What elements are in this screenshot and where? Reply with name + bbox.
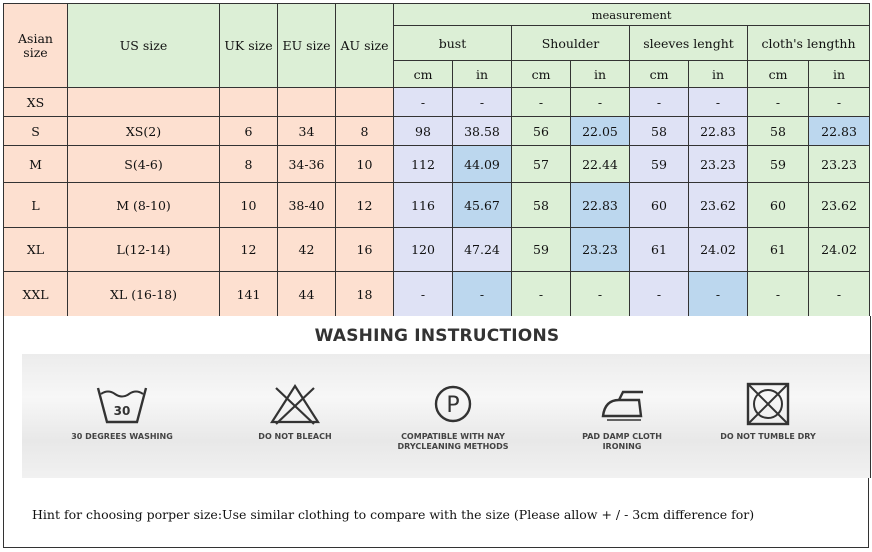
shoulder-in-cell: - <box>571 88 630 117</box>
table-row <box>4 272 870 317</box>
shoulder-in-cell: 22.05 <box>571 117 630 146</box>
unit-shoulder-cm: cm <box>512 61 571 88</box>
sleeves-in-cell: 23.23 <box>689 146 748 183</box>
dry-clean-p-icon <box>426 382 480 426</box>
sleeves-in-cell: 24.02 <box>689 228 748 272</box>
sleeves-in-cell: 22.83 <box>689 117 748 146</box>
wash-label-dry-clean: COMPATIBLE WITH NAY DRYCLEANING METHODS <box>397 432 509 451</box>
us-size-cell: XL (16-18) <box>68 272 220 317</box>
au-size-cell: 18 <box>336 272 394 317</box>
shoulder-cm-cell: 56 <box>512 117 571 146</box>
hint-box <box>3 478 869 548</box>
shoulder-cm-cell: - <box>512 88 571 117</box>
unit-bust-in: in <box>453 61 512 88</box>
bust-cm-cell: 112 <box>394 146 453 183</box>
dry-clean-symbol: P <box>446 393 460 418</box>
washing-icons-band <box>22 354 870 478</box>
bust-in-cell: - <box>453 272 512 317</box>
au-size-cell: 12 <box>336 183 394 228</box>
cloth-cm-cell: 61 <box>748 228 809 272</box>
wash-temp-symbol: 30 <box>113 404 131 418</box>
wash-item-30-degrees <box>42 382 202 442</box>
cloth-in-cell: 23.23 <box>809 146 870 183</box>
uk-size-cell: 10 <box>220 183 278 228</box>
us-size-cell: M (8-10) <box>68 183 220 228</box>
eu-size-cell: 34-36 <box>278 146 336 183</box>
bust-cm-cell: 120 <box>394 228 453 272</box>
washing-instructions-panel <box>3 316 871 478</box>
asian-size-cell: XXL <box>4 272 68 317</box>
bust-in-cell: 44.09 <box>453 146 512 183</box>
wash-label-no-tumble-dry: DO NOT TUMBLE DRY <box>720 432 816 441</box>
header-us-size: US size <box>68 4 220 88</box>
cloth-in-cell: - <box>809 88 870 117</box>
table-row <box>4 183 870 228</box>
cloth-in-cell: 23.62 <box>809 183 870 228</box>
asian-size-cell: XL <box>4 228 68 272</box>
wash-item-ironing <box>542 382 702 452</box>
sleeves-cm-cell: 61 <box>630 228 689 272</box>
wash-label-ironing: PAD DAMP CLOTH IRONING <box>582 432 662 451</box>
sleeves-cm-cell: 60 <box>630 183 689 228</box>
shoulder-in-cell: - <box>571 272 630 317</box>
cloth-cm-cell: 58 <box>748 117 809 146</box>
eu-size-cell: 42 <box>278 228 336 272</box>
no-tumble-dry-icon <box>741 382 795 426</box>
sleeves-cm-cell: - <box>630 88 689 117</box>
bust-in-cell: - <box>453 88 512 117</box>
shoulder-cm-cell: 59 <box>512 228 571 272</box>
asian-size-cell: S <box>4 117 68 146</box>
unit-cloth-cm: cm <box>748 61 809 88</box>
eu-size-cell: 44 <box>278 272 336 317</box>
bust-cm-cell: 98 <box>394 117 453 146</box>
cloth-cm-cell: - <box>748 272 809 317</box>
us-size-cell: S(4-6) <box>68 146 220 183</box>
asian-size-cell: M <box>4 146 68 183</box>
unit-sleeves-in: in <box>689 61 748 88</box>
eu-size-cell <box>278 88 336 117</box>
iron-icon <box>595 382 649 426</box>
shoulder-cm-cell: 57 <box>512 146 571 183</box>
bust-in-cell: 38.58 <box>453 117 512 146</box>
hint-text: Hint for choosing porper size:Use similar clothing to compare with the size (Please allow + / - 3cm difference for) <box>32 507 755 522</box>
wash-30-icon <box>95 382 149 426</box>
header-shoulder: Shoulder <box>512 26 630 61</box>
sleeves-cm-cell: 58 <box>630 117 689 146</box>
eu-size-cell: 38-40 <box>278 183 336 228</box>
bust-cm-cell: - <box>394 272 453 317</box>
cloth-in-cell: - <box>809 272 870 317</box>
sleeves-in-cell: - <box>689 272 748 317</box>
wash-item-dry-clean <box>373 382 533 452</box>
au-size-cell: 16 <box>336 228 394 272</box>
header-measurement: measurement <box>394 4 870 26</box>
unit-bust-cm: cm <box>394 61 453 88</box>
asian-size-cell: XS <box>4 88 68 117</box>
eu-size-cell: 34 <box>278 117 336 146</box>
uk-size-cell: 12 <box>220 228 278 272</box>
header-eu-size: EU size <box>278 4 336 88</box>
us-size-cell: XS(2) <box>68 117 220 146</box>
header-asian-size: Asian size <box>4 4 68 88</box>
bust-in-cell: 45.67 <box>453 183 512 228</box>
shoulder-in-cell: 22.83 <box>571 183 630 228</box>
uk-size-cell: 6 <box>220 117 278 146</box>
shoulder-cm-cell: - <box>512 272 571 317</box>
cloth-in-cell: 24.02 <box>809 228 870 272</box>
table-row <box>4 228 870 272</box>
shoulder-in-cell: 23.23 <box>571 228 630 272</box>
wash-label-30: 30 DEGREES WASHING <box>71 432 173 441</box>
cloth-cm-cell: 59 <box>748 146 809 183</box>
au-size-cell: 10 <box>336 146 394 183</box>
unit-shoulder-in: in <box>571 61 630 88</box>
header-sleeves-length: sleeves lenght <box>630 26 748 61</box>
unit-sleeves-cm: cm <box>630 61 689 88</box>
au-size-cell: 8 <box>336 117 394 146</box>
uk-size-cell: 141 <box>220 272 278 317</box>
table-row <box>4 146 870 183</box>
header-bust: bust <box>394 26 512 61</box>
sleeves-in-cell: 23.62 <box>689 183 748 228</box>
shoulder-cm-cell: 58 <box>512 183 571 228</box>
wash-label-no-bleach: DO NOT BLEACH <box>258 432 332 441</box>
bust-cm-cell: - <box>394 88 453 117</box>
cloth-cm-cell: 60 <box>748 183 809 228</box>
cloth-cm-cell: - <box>748 88 809 117</box>
sleeves-cm-cell: 59 <box>630 146 689 183</box>
asian-size-cell: L <box>4 183 68 228</box>
us-size-cell: L(12-14) <box>68 228 220 272</box>
us-size-cell <box>68 88 220 117</box>
uk-size-cell <box>220 88 278 117</box>
au-size-cell <box>336 88 394 117</box>
bust-cm-cell: 116 <box>394 183 453 228</box>
cloth-in-cell: 22.83 <box>809 117 870 146</box>
no-bleach-icon <box>268 382 322 426</box>
wash-item-no-tumble-dry <box>688 382 848 442</box>
unit-cloth-in: in <box>809 61 870 88</box>
sleeves-cm-cell: - <box>630 272 689 317</box>
table-row <box>4 88 870 117</box>
header-cloth-length: cloth's lengthh <box>748 26 870 61</box>
table-row <box>4 117 870 146</box>
header-uk-size: UK size <box>220 4 278 88</box>
uk-size-cell: 8 <box>220 146 278 183</box>
wash-item-no-bleach <box>215 382 375 442</box>
header-au-size: AU size <box>336 4 394 88</box>
size-table <box>3 3 870 317</box>
bust-in-cell: 47.24 <box>453 228 512 272</box>
shoulder-in-cell: 22.44 <box>571 146 630 183</box>
sleeves-in-cell: - <box>689 88 748 117</box>
washing-title: WASHING INSTRUCTIONS <box>314 326 560 346</box>
